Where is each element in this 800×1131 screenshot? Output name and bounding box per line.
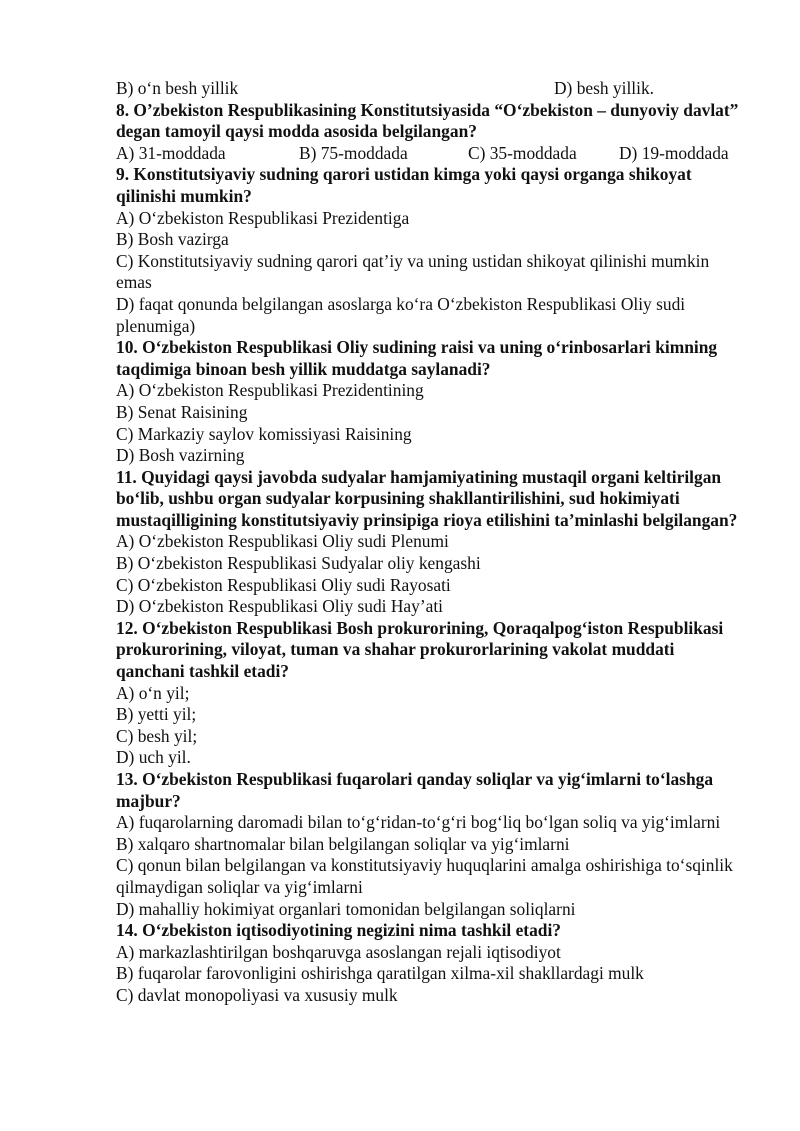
question-13: 13. O‘zbekiston Respublikasi fuqarolari qanday soliqlar va yig‘imlarni to‘lashga majbur?	[116, 769, 714, 811]
option-d: D) O‘zbekiston Respublikasi Oliy sudi Hay’ati	[116, 596, 443, 617]
option-d: D) 19-moddada	[619, 142, 729, 163]
q7-options-tail	[116, 78, 746, 100]
option-c: C) Markaziy saylov komissiyasi Raisining	[116, 423, 412, 444]
option-b: B) Bosh vazirga	[116, 229, 229, 250]
option-c: C) besh yil;	[116, 725, 198, 746]
question-9: 9. Konstitutsiyaviy sudning qarori ustidan kimga yoki qaysi organga shikoyat qilinishi mumkin?	[116, 164, 692, 206]
option-c: C) 35-moddada	[468, 142, 577, 163]
option-b: B) Senat Raisining	[116, 401, 248, 422]
question-11: 11. Quyidagi qaysi javobda sudyalar hamjamiyatining mustaqil organi keltirilgan bo‘lib, ushbu organ sudyalar korpusining shakllantirilishini, sud hokimiyati mustaqilligining konstitutsiyaviy prinsipiga rioya etilishini ta’minlashi belgilangan?	[116, 466, 738, 530]
option-a: A) 31-moddada	[116, 142, 226, 163]
option-b: B) 75-moddada	[299, 142, 408, 163]
option-d: D) mahalliy hokimiyat organlari tomonidan belgilangan soliqlarni	[116, 898, 576, 919]
option-b: B) fuqarolar farovonligini oshirishga qaratilgan xilma-xil shakllardagi mulk	[116, 963, 644, 984]
question-14: 14. O‘zbekiston iqtisodiyotining negizini nima tashkil etadi?	[116, 920, 561, 941]
option-a: A) O‘zbekiston Respublikasi Prezidentining	[116, 380, 424, 401]
option-c: C) qonun bilan belgilangan va konstitutsiyaviy huquqlarini amalga oshirishiga to‘sqinlik qilmaydigan soliqlar va yig‘imlarni	[116, 855, 733, 897]
document-page	[116, 78, 746, 1007]
option-c: C) Konstitutsiyaviy sudning qarori qat’iy va uning ustidan shikoyat qilinishi mumkin emas	[116, 250, 710, 293]
option-c: C) davlat monopoliyasi va xususiy mulk	[116, 984, 398, 1005]
q8-options	[116, 143, 746, 165]
option-b: B) yetti yil;	[116, 704, 197, 725]
option-a: A) O‘zbekiston Respublikasi Prezidentiga	[116, 207, 410, 228]
option-a: A) o‘n yil;	[116, 682, 190, 703]
option-b: B) O‘zbekiston Respublikasi Sudyalar oliy kengashi	[116, 553, 481, 574]
option-a: A) markazlashtirilgan boshqaruvga asoslangan rejali iqtisodiyot	[116, 941, 561, 962]
option-a: A) fuqarolarning daromadi bilan to‘g‘ridan-to‘g‘ri bog‘liq bo‘lgan soliq va yig‘imlarni	[116, 812, 721, 833]
option-d: D) faqat qonunda belgilangan asoslarga ko‘ra O‘zbekiston Respublikasi Oliy sudi plenumiga)	[116, 293, 686, 336]
option-b: B) xalqaro shartnomalar bilan belgilangan soliqlar va yig‘imlarni	[116, 833, 570, 854]
option-c: C) O‘zbekiston Respublikasi Oliy sudi Rayosati	[116, 574, 451, 595]
question-8: 8. O’zbekiston Respublikasining Konstitutsiyasida “O‘zbekiston – dunyoviy davlat” degan tamoyil qaysi modda asosida belgilangan?	[116, 99, 739, 142]
option-a: A) O‘zbekiston Respublikasi Oliy sudi Plenumi	[116, 531, 449, 552]
question-12: 12. O‘zbekiston Respublikasi Bosh prokurorining, Qoraqalpog‘iston Respublikasi prokurorining, viloyat, tuman va shahar prokurorlarining vakolat muddati qanchani tashkil etadi?	[116, 617, 724, 682]
option-b: B) o‘n besh yillik	[116, 78, 239, 98]
option-d: D) uch yil.	[116, 747, 191, 768]
question-10: 10. O‘zbekiston Respublikasi Oliy sudining raisi va uning o‘rinbosarlari kimning taqdimiga binoan besh yillik muddatga saylanadi?	[116, 337, 718, 379]
option-d: D) Bosh vazirning	[116, 445, 245, 466]
option-d: D) besh yillik.	[554, 78, 654, 98]
